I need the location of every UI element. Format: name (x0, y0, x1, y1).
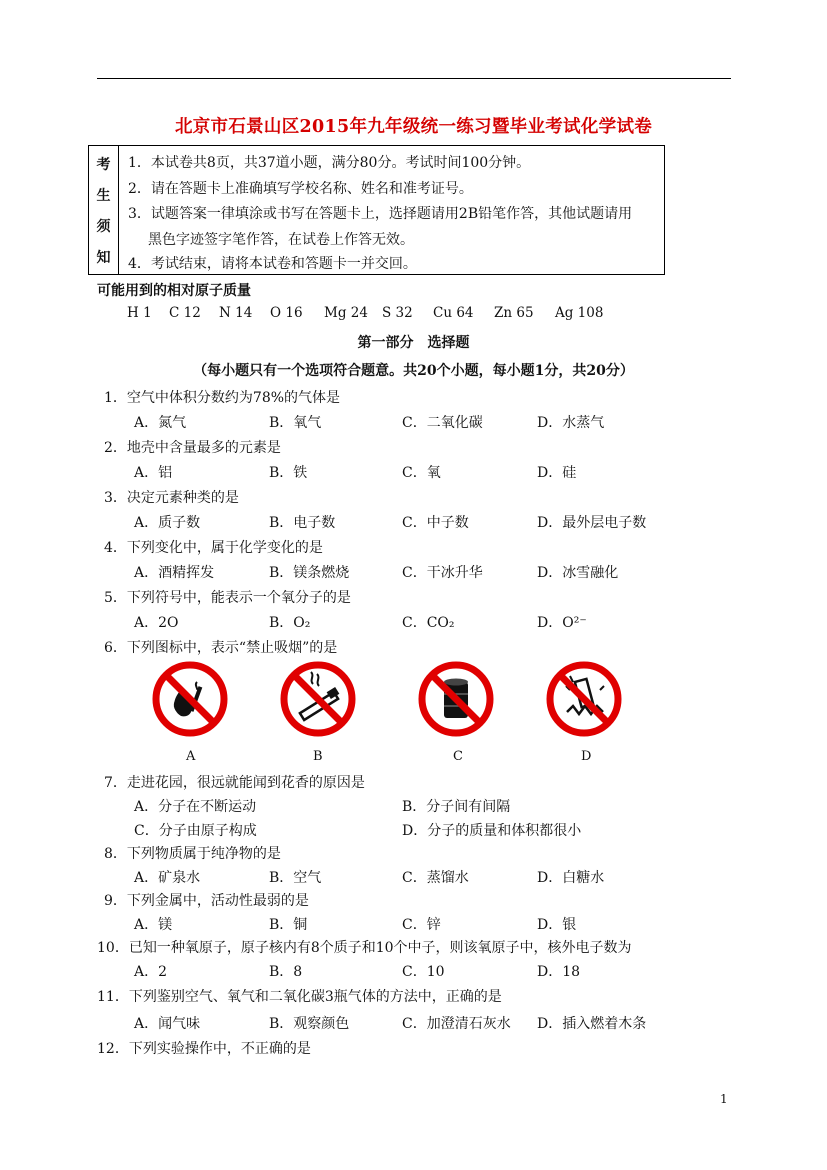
notice-item: 1．本试卷共8页，共37道小题，满分80分。考试时间100分钟。 (128, 155, 531, 171)
part-title: 第一部分 选择题 (357, 335, 470, 351)
question-option: C．10 (402, 964, 445, 980)
question-option: C．CO₂ (402, 615, 455, 631)
no-oil-drum-icon (417, 660, 495, 738)
notice-item: 4．考试结束，请将本试卷和答题卡一并交回。 (128, 255, 417, 272)
question-text: 8．下列物质属于纯净物的是 (104, 846, 281, 862)
question-text: 3．决定元素种类的是 (104, 490, 239, 506)
atomic-mass-item: H 1 (127, 305, 152, 321)
question-option: D．硅 (537, 465, 577, 481)
notice-heading (89, 146, 119, 274)
question-option: D．最外层电子数 (537, 515, 647, 531)
question-option: C．中子数 (402, 515, 469, 531)
question-option: C．蒸馏水 (402, 870, 469, 886)
icon-label: A (186, 749, 196, 764)
question-option: C．二氧化碳 (402, 415, 483, 431)
question-text: 7．走进花园，很远就能闻到花香的原因是 (104, 775, 365, 791)
notice-heading-char: 知 (96, 249, 111, 266)
icon-label: B (313, 749, 323, 764)
question-text: 4．下列变化中，属于化学变化的是 (104, 540, 323, 556)
notice-item: 黑色字迹签字笔作答，在试卷上作答无效。 (148, 231, 414, 248)
question-option: A．闻气味 (134, 1016, 201, 1032)
atomic-mass-item: N 14 (219, 305, 253, 321)
question-option: B．铜 (269, 917, 308, 933)
exam-title: 北京市石景山区2015年九年级统一练习暨毕业考试化学试卷 (174, 117, 653, 137)
question-option: A．矿泉水 (134, 870, 201, 886)
question-option: C．锌 (402, 917, 441, 933)
question-option: D．水蒸气 (537, 415, 605, 431)
question-text: 11．下列鉴别空气、氧气和二氧化碳3瓶气体的方法中，正确的是 (97, 989, 502, 1005)
question-option: C．分子由原子构成 (134, 823, 257, 839)
question-option: B．8 (269, 964, 303, 980)
question-option: A．镁 (134, 917, 173, 933)
question-option: A．酒精挥发 (134, 565, 215, 581)
question-option: A．氮气 (134, 415, 187, 431)
atomic-mass-list (127, 305, 603, 321)
question-text: 12．下列实验操作中，不正确的是 (97, 1041, 311, 1057)
atomic-mass-title: 可能用到的相对原子质量 (97, 283, 251, 299)
part-subtitle: （每小题只有一个选项符合题意。共20个小题，每小题1分，共20分） (193, 363, 634, 379)
question-option: D．18 (537, 964, 581, 980)
atomic-mass-item: S 32 (382, 305, 413, 321)
question-option: D．分子的质量和体积都很小 (402, 823, 582, 839)
notice-heading-char: 生 (96, 187, 111, 204)
question-text: 2．地壳中含量最多的元素是 (104, 440, 281, 456)
notice-heading-char: 须 (96, 218, 111, 235)
atomic-mass-item: Mg 24 (324, 305, 368, 321)
question-option: D．O²⁻ (537, 615, 587, 631)
question-option: B．空气 (269, 870, 322, 886)
question-text: 5．下列符号中，能表示一个氧分子的是 (104, 590, 351, 606)
question-option: B．镁条燃烧 (269, 565, 350, 581)
question-option: A．质子数 (134, 515, 201, 531)
icon-label: C (453, 749, 463, 764)
notice-heading-char: 考 (96, 156, 111, 173)
notice-item: 2．请在答题卡上准确填写学校名称、姓名和准考证号。 (128, 180, 473, 197)
icon-label: D (581, 749, 592, 764)
question-option: D．白糖水 (537, 870, 605, 886)
atomic-mass-item: O 16 (270, 305, 303, 321)
question-option: D．插入燃着木条 (537, 1016, 647, 1032)
notice-item: 3．试题答案一律填涂或书写在答题卡上，选择题请用2B铅笔作答，其他试题请用 (128, 206, 633, 222)
question-option: B．氧气 (269, 415, 322, 431)
question-option: A．2 (134, 964, 168, 980)
atomic-mass-item: Cu 64 (433, 305, 474, 321)
question-option: B．观察颜色 (269, 1016, 350, 1032)
question-text: 1．空气中体积分数约为78%的气体是 (104, 390, 341, 406)
question-option: B．电子数 (269, 515, 336, 531)
question-text: 9．下列金属中，活动性最弱的是 (104, 893, 309, 909)
question-option: B．分子间有间隔 (402, 799, 511, 815)
question-text: 10．已知一种氧原子，原子核内有8个质子和10个中子，则该氧原子中，核外电子数为 (97, 940, 632, 956)
notice-box (88, 145, 665, 275)
atomic-mass-item: C 12 (169, 305, 201, 321)
question-option: A．分子在不断运动 (134, 799, 257, 815)
question-option: B．O₂ (269, 615, 311, 631)
atomic-mass-item: Ag 108 (555, 305, 604, 321)
notice-body (119, 146, 664, 274)
page-number: 1 (720, 1092, 728, 1106)
question-option: C．加澄清石灰水 (402, 1016, 511, 1032)
header-rule (97, 78, 731, 79)
question-option: D．冰雪融化 (537, 565, 619, 581)
question-option: C．氧 (402, 465, 441, 481)
question-option: A．铝 (134, 465, 173, 481)
atomic-mass-item: Zn 65 (494, 305, 534, 321)
question-option: B．铁 (269, 465, 308, 481)
question-option: C．干冰升华 (402, 565, 483, 581)
question-option: D．银 (537, 917, 577, 933)
no-smoking-icon (279, 660, 357, 738)
no-open-flame-icon (151, 660, 229, 738)
question-text: 6．下列图标中，表示“禁止吸烟”的是 (104, 640, 338, 656)
no-fireworks-icon (545, 660, 623, 738)
question-option: A．2O (134, 615, 179, 631)
